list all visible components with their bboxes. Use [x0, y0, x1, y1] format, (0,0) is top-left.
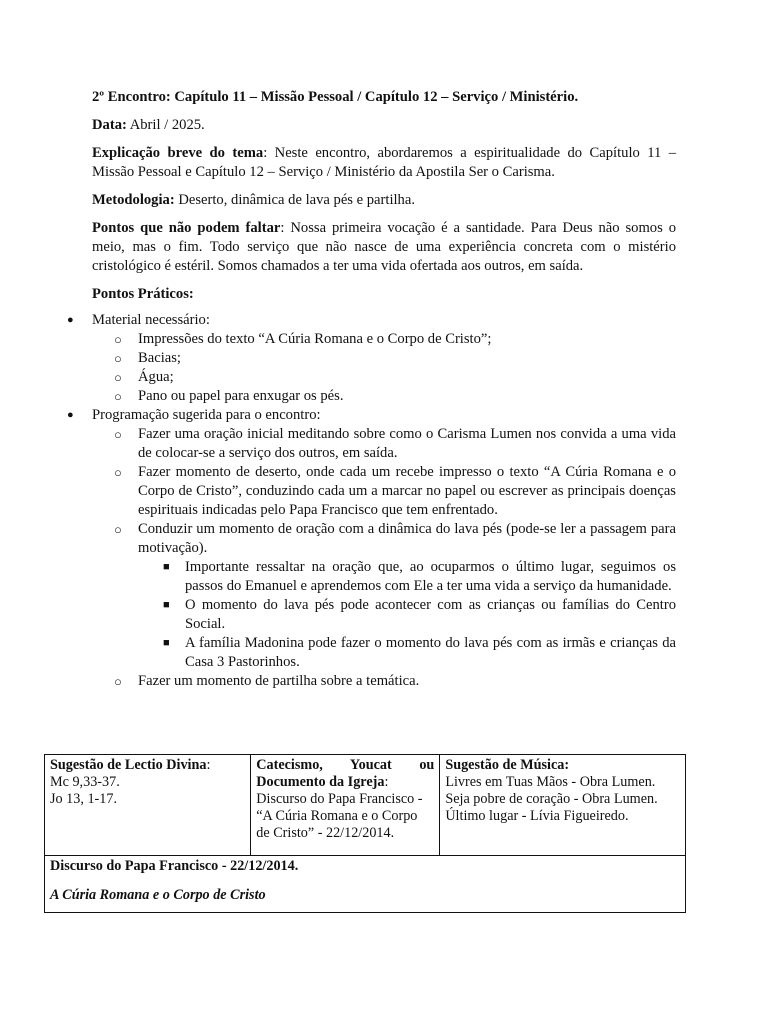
catecismo-colon: :	[384, 774, 389, 790]
music-line-1: Livres em Tuas Mãos - Obra Lumen.	[445, 774, 656, 790]
date-line	[92, 116, 676, 135]
discourse-subtitle: A Cúria Romana e o Corpo de Cristo	[50, 887, 266, 903]
catecismo-cell	[251, 755, 440, 856]
programacao-sublist	[46, 425, 676, 691]
material-label: Material necessário:	[92, 312, 210, 328]
lectio-ref-1: Mc 9,33-37.	[50, 774, 120, 790]
list-item: ○ Fazer um momento de partilha sobre a temática.	[46, 672, 676, 691]
lectio-colon: :	[206, 757, 211, 773]
table-row	[45, 755, 686, 856]
practical-list	[46, 311, 676, 691]
list-item: ○ Impressões do texto “A Cúria Romana e o Corpo de Cristo”;	[46, 330, 676, 349]
explanation-text: : Neste encontro, abordaremos a espiritualidade do Capítulo 11 – Missão Pessoal e Capítulo 12 – Serviço / Ministério da Apostila Ser o Carisma.	[92, 145, 676, 180]
list-item-material	[46, 311, 676, 406]
document-title: 2º Encontro: Capítulo 11 – Missão Pessoal / Capítulo 12 – Serviço / Ministério.	[92, 89, 579, 105]
key-points-paragraph	[92, 219, 676, 276]
key-points-label: Pontos que não podem faltar	[92, 220, 281, 236]
catecismo-label-line2: Documento da Igreja	[256, 774, 385, 790]
practical-points-heading: Pontos Práticos:	[92, 286, 194, 302]
music-label: Sugestão de Música:	[445, 757, 570, 773]
lectio-ref-2: Jo 13, 1-17.	[50, 791, 117, 807]
catecismo-label-line1: Catecismo, Youcat ou	[256, 757, 435, 773]
discourse-cell	[45, 856, 686, 913]
methodology-text: Deserto, dinâmica de lava pés e partilha.	[174, 192, 415, 208]
list-item	[46, 520, 676, 672]
catecismo-line-2: “A Cúria Romana e o Corpo	[256, 808, 418, 824]
methodology-label: Metodologia:	[92, 192, 175, 208]
list-item: ○ Bacias;	[46, 349, 676, 368]
date-value: Abril / 2025.	[126, 117, 205, 133]
music-cell	[440, 755, 686, 856]
music-line-2: Seja pobre de coração - Obra Lumen.	[445, 791, 658, 807]
list-item: ■ Importante ressaltar na oração que, ao ocuparmos o último lugar, seguimos os passos do Emanuel e aprendemos com Ele a ter uma vida a serviço da humanidade.	[138, 558, 676, 596]
music-line-3: Último lugar - Lívia Figueiredo.	[445, 808, 629, 824]
lectio-label: Sugestão de Lectio Divina	[50, 757, 207, 773]
catecismo-line-1: Discurso do Papa Francisco -	[256, 791, 423, 807]
methodology-paragraph	[92, 191, 676, 210]
table-row	[45, 856, 686, 913]
discourse-title: Discurso do Papa Francisco - 22/12/2014.	[50, 858, 299, 874]
list-item: ○ Fazer momento de deserto, onde cada um recebe impresso o texto “A Cúria Romana e o Corpo de Cristo”, conduzindo cada um a marcar no papel ou escrever as principais doenças espirituais indicadas pelo Papa Francisco que tem enfrentado.	[46, 463, 676, 520]
material-sublist	[46, 330, 676, 406]
catecismo-line-3: de Cristo” - 22/12/2014.	[256, 825, 395, 841]
document-body	[92, 88, 676, 691]
list-item: ○ Fazer uma oração inicial meditando sobre como o Carisma Lumen nos convida a uma vida de colocar-se a serviço dos outros, em saída.	[46, 425, 676, 463]
list-item: ■ A família Madonina pode fazer o momento do lava pés com as irmãs e crianças da Casa 3 Pastorinhos.	[138, 634, 676, 672]
explanation-label: Explicação breve do tema	[92, 145, 264, 161]
suggestions-table	[44, 754, 686, 913]
key-points-text: : Nossa primeira vocação é a santidade. Para Deus não somos o meio, mas o fim. Todo serviço que não nasce de uma experiência concreta com o mistério cristológico é estéril. Somos chamados a ter uma vida ofertada aos outros, em saída.	[92, 220, 677, 274]
programacao-label: Programação sugerida para o encontro:	[92, 407, 321, 423]
list-item: ○ Pano ou papel para enxugar os pés.	[46, 387, 676, 406]
list-item: ○ Água;	[46, 368, 676, 387]
list-item: ■ O momento do lava pés pode acontecer com as crianças ou famílias do Centro Social.	[138, 596, 676, 634]
date-label: Data:	[92, 117, 127, 133]
lava-pes-sublist	[46, 558, 676, 672]
lectio-cell	[45, 755, 251, 856]
explanation-paragraph	[92, 144, 676, 182]
list-item-text: Conduzir um momento de oração com a dinâmica do lava pés (pode-se ler a passagem para motivação).	[138, 521, 676, 556]
list-item-programacao	[46, 406, 676, 691]
